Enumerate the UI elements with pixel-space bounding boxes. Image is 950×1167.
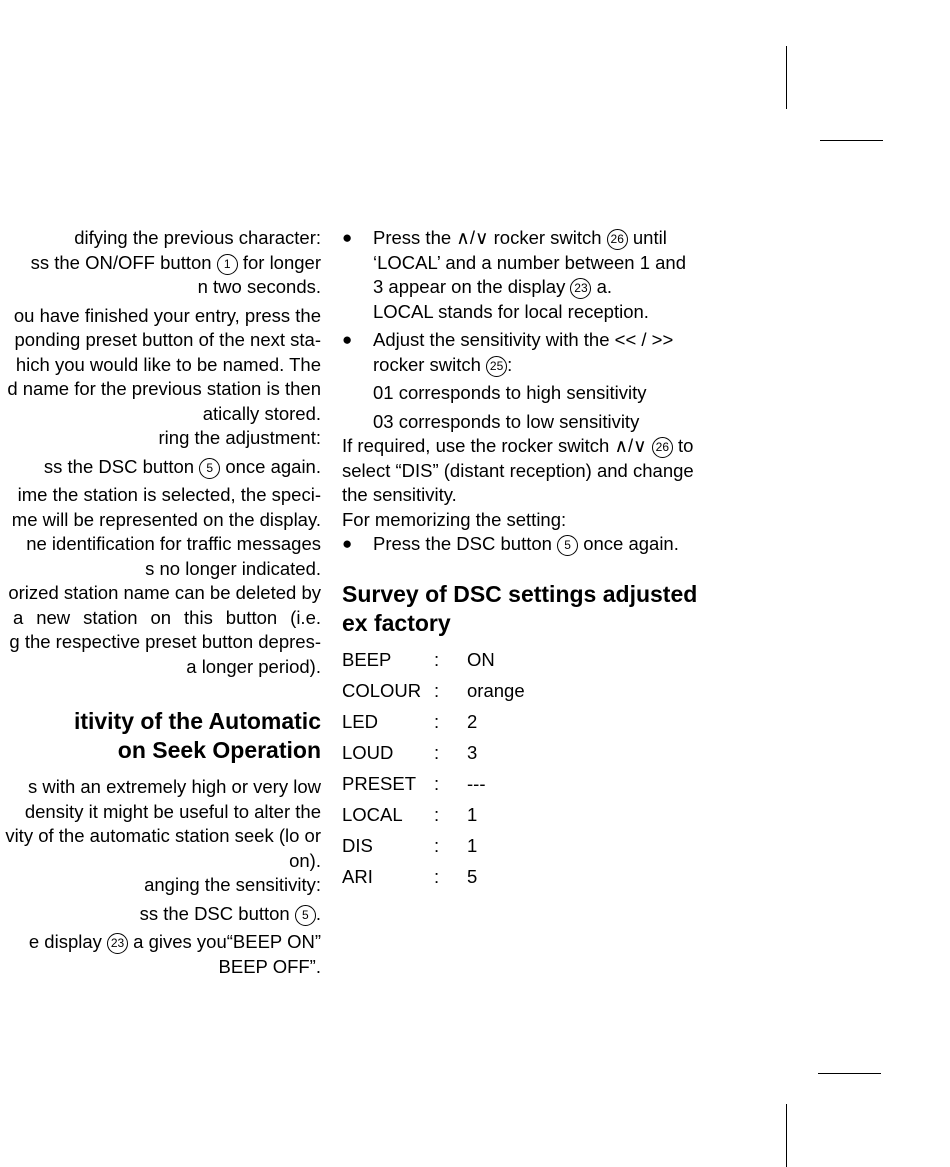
settings-row: LOCAL : 1 <box>342 803 478 825</box>
rocker-switch-26-ref: 26 <box>607 229 628 250</box>
crop-mark-top-horizontal <box>820 140 883 141</box>
text-line: If required, use the rocker switch ∧/∨ 26 to <box>342 435 694 456</box>
text-line: ponding preset button of the next sta- <box>14 329 321 350</box>
text-line: ss the ON/OFF button 1 for longer <box>30 251 321 273</box>
bullet-item <box>342 328 742 434</box>
text-line: ou have finished your entry, press the <box>13 304 321 326</box>
section-heading: itivity of the Automatic <box>73 708 321 734</box>
text-line: s with an extremely high or very low <box>27 776 321 797</box>
text-line: a longer period). <box>186 655 321 677</box>
bullet-item <box>342 226 742 324</box>
text-line: a new station on this button (i.e. <box>12 606 321 628</box>
text-line: e display 23 a gives you“BEEP ON” <box>28 931 321 952</box>
text-line: 01 corresponds to high sensitivity <box>373 382 647 403</box>
text-line: select “DIS” (distant reception) and change <box>342 459 694 481</box>
bullet-item <box>342 532 742 557</box>
settings-row: PRESET : --- <box>342 772 486 794</box>
bullet-icon: ● <box>342 228 353 247</box>
text-line: d name for the previous station is then <box>7 378 321 399</box>
bullet-icon: ● <box>342 534 353 553</box>
text-line: LOCAL stands for local reception. <box>373 300 649 322</box>
text-line: BEEP OFF”. <box>218 955 321 977</box>
settings-row: COLOUR : orange <box>342 679 525 701</box>
text-line: the sensitivity. <box>342 484 457 505</box>
text-line: Press the ∧/∨ rocker switch 26 until <box>373 227 667 248</box>
section-heading: ex factory <box>342 609 451 636</box>
settings-row: LED : 2 <box>342 710 478 732</box>
dsc-settings-table <box>342 644 742 892</box>
section-heading: Survey of DSC settings adjusted <box>342 580 698 607</box>
text-line: s no longer indicated. <box>145 557 321 579</box>
settings-row: BEEP : ON <box>342 648 495 670</box>
text-line: ‘LOCAL’ and a number between 1 and <box>373 251 687 273</box>
text-line: g the respective preset button depres- <box>9 631 321 652</box>
settings-row: ARI : 5 <box>342 865 478 887</box>
text-line: ne identification for traffic messages <box>26 533 321 554</box>
settings-row: LOUD : 3 <box>342 741 478 763</box>
text-line: anging the sensitivity: <box>144 874 321 895</box>
settings-row: DIS : 1 <box>342 834 478 856</box>
button-5-ref: 5 <box>199 458 220 479</box>
crop-mark-top-vertical <box>786 46 787 109</box>
text-line: Adjust the sensitivity with the << / >> <box>373 329 674 350</box>
crop-mark-bottom-vertical <box>786 1104 787 1167</box>
text-line: density it might be useful to alter the <box>24 800 321 822</box>
text-line: ring the adjustment: <box>158 427 321 448</box>
rocker-switch-25-ref: 25 <box>486 356 507 377</box>
text-line: rocker switch 25 : <box>373 353 513 375</box>
crop-mark-bottom-horizontal <box>818 1073 881 1074</box>
text-line: ime the station is selected, the speci- <box>17 484 321 505</box>
text-line: 03 corresponds to low sensitivity <box>373 410 640 432</box>
text-line: me will be represented on the display. <box>11 508 321 530</box>
text-line: on). <box>289 849 321 871</box>
text-line: For memorizing the setting: <box>342 508 567 530</box>
text-line: atically stored. <box>202 402 321 424</box>
display-23-ref: 23 <box>107 933 128 954</box>
display-23-ref: 23 <box>570 278 591 299</box>
button-5-ref: 5 <box>557 535 578 556</box>
text-line: orized station name can be deleted by <box>8 582 321 603</box>
button-1-ref: 1 <box>217 254 238 275</box>
bullet-icon: ● <box>342 330 353 349</box>
text-line: 3 appear on the display 23 a. <box>373 276 613 297</box>
text-line: vity of the automatic station seek (lo or <box>5 825 321 846</box>
section-heading: on Seek Operation <box>117 737 321 763</box>
left-column <box>0 226 321 979</box>
text-line: n two seconds. <box>197 276 321 297</box>
button-5-ref: 5 <box>295 905 316 926</box>
rocker-switch-26-ref: 26 <box>652 437 673 458</box>
text-line: difying the previous character: <box>74 227 321 248</box>
text-line: hich you would like to be named. The <box>15 353 321 375</box>
text-line: Press the DSC button 5 once again. <box>373 533 679 554</box>
text-line: ss the DSC button 5 . <box>139 902 321 924</box>
right-column <box>342 226 742 892</box>
text-line: ss the DSC button 5 once again. <box>43 455 321 477</box>
